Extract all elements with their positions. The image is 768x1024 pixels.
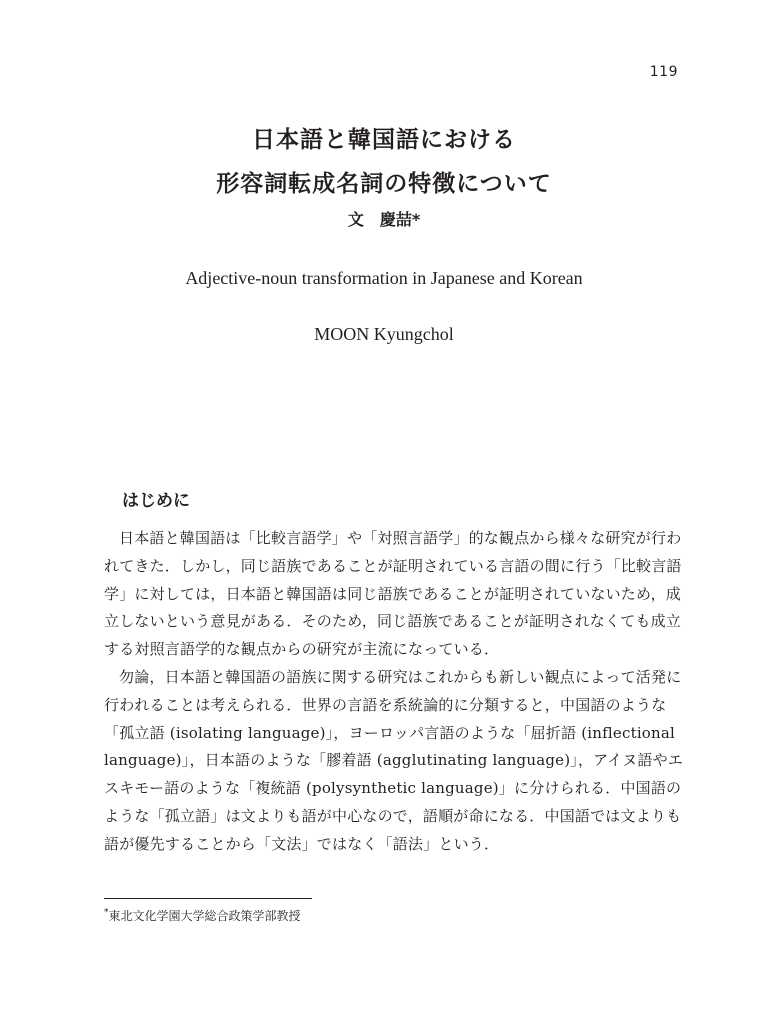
paragraph-2: 勿論，日本語と韓国語の語族に関する研究はこれからも新しい観点によって活発に行われることは考えられる．世界の言語を系統論的に分類すると，中国語のような「孤立語 (isolating language)」，ヨーロッパ言語のような「屈折語 (inflectional language)」，日本語のような「膠着語 (agglutinating language)」，アイヌ語やエスキモー語のような「複統語 (polysynthetic language)」に分けられる．中国語のような「孤立語」は文よりも語が中心なので，語順が命になる．中国語では文よりも語が優先することから「文法」ではなく「語法」という．	[104, 667, 684, 853]
section-heading: はじめに	[122, 491, 190, 511]
page-number: 119	[649, 64, 678, 80]
body-text	[104, 525, 694, 859]
footnote-marker: *	[104, 908, 109, 918]
title-block	[0, 118, 768, 234]
paragraph-1: 日本語と韓国語は「比較言語学」や「対照言語学」的な観点から様々な研究が行われてきた．しかし，同じ語族であることが証明されている言語の間に行う「比較言語学」に対しては，日本語と韓国語は同じ語族であることが証明されていないため，成立しないという意見がある．そのため，同じ語族であることが証明されなくても成立する対照言語学的な観点からの研究が主流になっている．	[104, 529, 682, 659]
footnote	[104, 907, 301, 924]
title-line-2: 形容詞転成名詞の特徴について	[216, 171, 552, 197]
title-line-1: 日本語と韓国語における	[252, 127, 516, 153]
author-japanese: 文 慶喆*	[347, 210, 421, 229]
english-author: MOON Kyungchol	[314, 324, 454, 344]
english-title: Adjective-noun transformation in Japanese and Korean	[185, 268, 583, 288]
footnote-text: 東北文化学園大学総合政策学部教授	[108, 909, 301, 923]
footnote-divider	[104, 898, 312, 899]
